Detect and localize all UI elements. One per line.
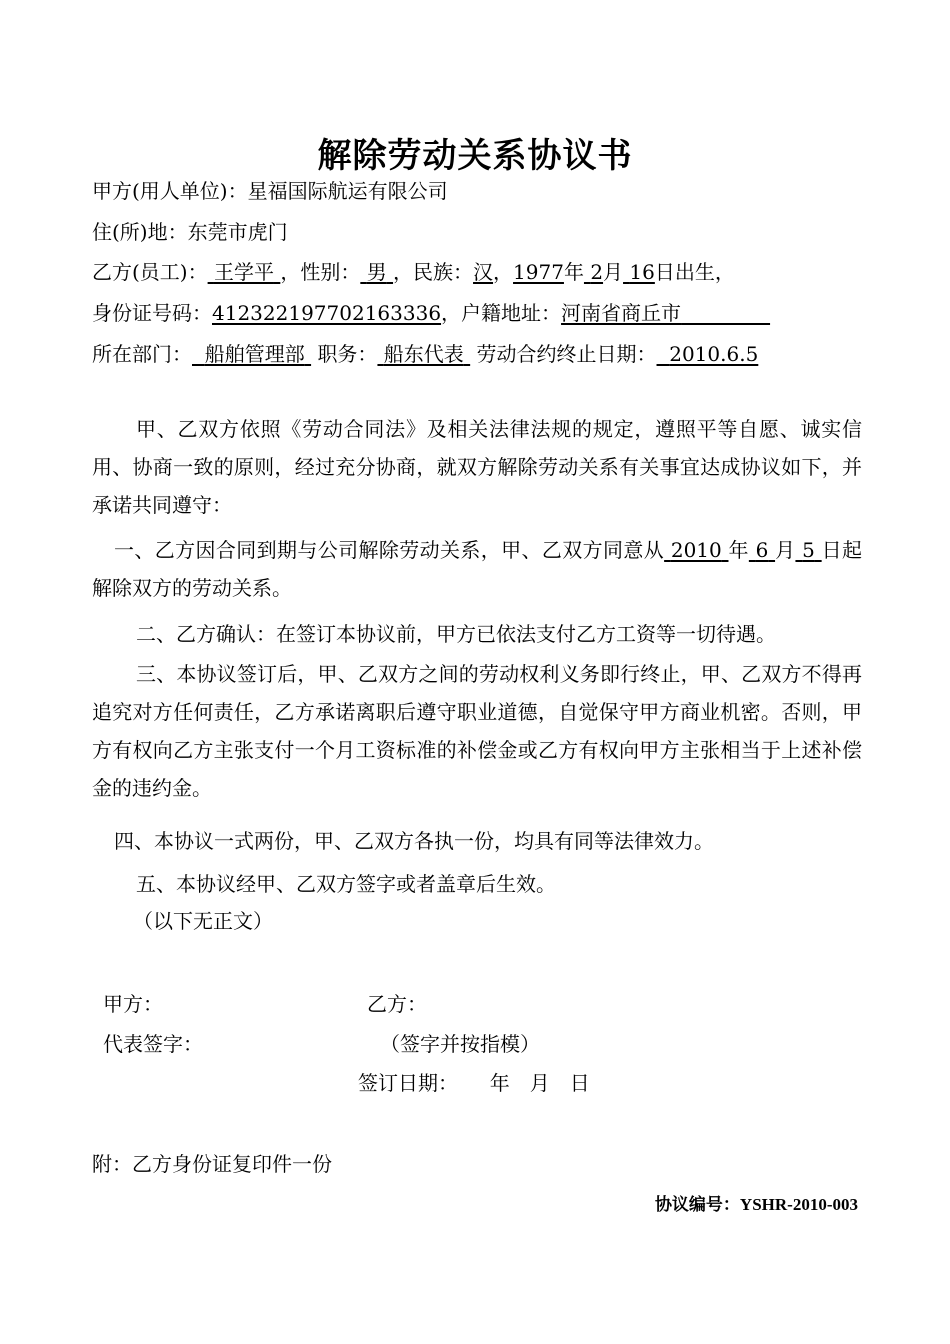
rep-sign-label: 代表签字： bbox=[103, 1032, 203, 1056]
sign-party-a: 甲方： bbox=[103, 992, 163, 1016]
sign-date-label: 签订日期： bbox=[358, 1071, 458, 1095]
party-a-line bbox=[92, 175, 448, 204]
clause-2: 二、乙方确认：在签订本协议前，甲方已依法支付乙方工资等一切待遇。 bbox=[136, 622, 776, 646]
employee-name: 王学平 bbox=[213, 260, 274, 284]
ethnicity-value: 汉 bbox=[473, 260, 494, 284]
contract-end-value: 2010.6.5 bbox=[669, 342, 759, 366]
position-label: 职务： bbox=[317, 342, 378, 366]
dept-line bbox=[92, 338, 758, 367]
end-note: （以下无正文） bbox=[133, 909, 273, 933]
sign-date-blank: 年 月 日 bbox=[489, 1071, 590, 1095]
address-value: 东莞市虎门 bbox=[187, 220, 288, 244]
birth-month: 2 bbox=[590, 260, 604, 284]
party-a-label: 甲方(用人单位)： bbox=[92, 179, 248, 203]
party-a-value: 星福国际航运有限公司 bbox=[247, 179, 448, 203]
clause1-year: 2010 bbox=[670, 538, 722, 562]
sign-note: （签字并按指模） bbox=[380, 1032, 540, 1056]
party-b-label: 乙方(员工)： bbox=[92, 260, 208, 284]
gender-label: ，性别： bbox=[280, 260, 361, 284]
clause1-day: 5 bbox=[802, 538, 815, 562]
clause-3: 三、本协议签订后，甲、乙双方之间的劳动权利义务即行终止，甲、乙双方不得再追究对方任何责任，乙方承诺离职后遵守职业道德，自觉保守甲方商业机密。否则，甲方有权向乙方主张支付一个月工资标准的补偿金或乙方有权向甲方主张相当于上述补偿金的违约金。 bbox=[92, 662, 862, 800]
intro-paragraph: 甲、乙双方依照《劳动合同法》及相关法律法规的规定，遵照平等自愿、诚实信用、协商一致的原则，经过充分协商，就双方解除劳动关系有关事宜达成协议如下，并承诺共同遵守： bbox=[92, 417, 862, 517]
dept-label: 所在部门： bbox=[92, 342, 192, 366]
ethnicity-label: ，民族： bbox=[393, 260, 474, 284]
attachment-note: 附：乙方身份证复印件一份 bbox=[92, 1152, 332, 1176]
birth-suffix: 日出生， bbox=[654, 260, 735, 284]
residence-value: 河南省商丘市 bbox=[561, 301, 682, 325]
clause-1: 一、乙方因合同到期与公司解除劳动关系，甲、乙双方同意从 2010 年 6 月 5 日起解除双方的劳动关系。 bbox=[92, 538, 863, 600]
document-title: 解除劳动关系协议书 bbox=[317, 136, 633, 176]
clause1-month: 6 bbox=[755, 538, 769, 562]
gender-value: 男 bbox=[366, 260, 387, 284]
agreement-number: 协议编号：YSHR-2010-003 bbox=[654, 1195, 858, 1214]
sign-party-b: 乙方： bbox=[367, 992, 427, 1016]
employee-line: 乙方(员工)： 王学平 ，性别： 男 ，民族：汉，1977年 2月 16日出生， bbox=[92, 260, 735, 284]
clause-5: 五、本协议经甲、乙双方签字或者盖章后生效。 bbox=[136, 872, 556, 896]
residence-label: ，户籍地址： bbox=[441, 301, 562, 325]
clause-4: 四、本协议一式两份，甲、乙双方各执一份，均具有同等法律效力。 bbox=[114, 829, 714, 853]
address-line bbox=[92, 216, 288, 245]
dept-value: 船舶管理部 bbox=[204, 342, 305, 366]
birth-day: 16 bbox=[629, 260, 655, 284]
position-value: 船东代表 bbox=[383, 342, 464, 366]
birth-year: 1977 bbox=[513, 260, 564, 284]
id-label: 身份证号码： bbox=[92, 301, 212, 325]
sign-date bbox=[358, 1067, 590, 1096]
address-label: 住(所)地： bbox=[92, 220, 188, 244]
id-number: 412322197702163336 bbox=[212, 301, 442, 325]
id-line bbox=[92, 297, 770, 326]
contract-end-label: 劳动合约终止日期： bbox=[476, 342, 657, 366]
